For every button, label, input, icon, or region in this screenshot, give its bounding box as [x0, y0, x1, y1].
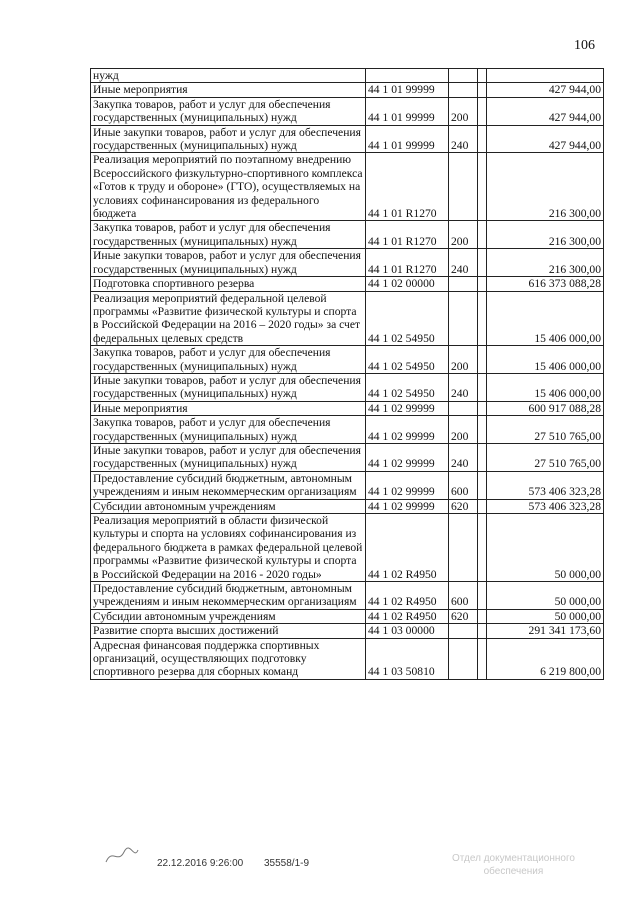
row-expense-type: 620 [449, 499, 478, 513]
row-spacer [478, 638, 487, 679]
row-expense-type: 600 [449, 471, 478, 499]
row-amount: 573 406 323,28 [487, 471, 604, 499]
row-name: Иные закупки товаров, работ и услуг для обеспечения государственных (муниципальных) нужд [91, 373, 366, 401]
footer-date: 22.12.2016 9:26:00 [157, 858, 244, 869]
row-spacer [478, 346, 487, 374]
row-name: Субсидии автономным учреждениям [91, 499, 366, 513]
row-expense-type [449, 83, 478, 97]
table-row [91, 416, 604, 444]
row-expense-type [449, 514, 478, 582]
row-name: Предоставление субсидий бюджетным, автономным учреждениям и иным некоммерческим организациям [91, 582, 366, 610]
row-code: 44 1 01 R1270 [366, 249, 449, 277]
table-row [91, 153, 604, 221]
row-spacer [478, 514, 487, 582]
row-spacer [478, 609, 487, 623]
footer-doc-id: 35558/1-9 [263, 858, 310, 869]
row-code: 44 1 01 99999 [366, 125, 449, 153]
table-row [91, 249, 604, 277]
row-amount: 50 000,00 [487, 582, 604, 610]
footer-seal [452, 852, 575, 878]
row-name: Подготовка спортивного резерва [91, 277, 366, 291]
table-row [91, 609, 604, 623]
row-code: 44 1 01 99999 [366, 83, 449, 97]
row-name: Реализация мероприятий федеральной целевой программы «Развитие физической культуры и спорта в Российской Федерации на 2016 – 2020 годы» за счет федеральных целевых средств [91, 291, 366, 346]
row-code: 44 1 01 99999 [366, 97, 449, 125]
row-name: Иные закупки товаров, работ и услуг для обеспечения государственных (муниципальных) нужд [91, 249, 366, 277]
row-expense-type: 240 [449, 443, 478, 471]
row-expense-type [449, 153, 478, 221]
row-code: 44 1 02 54950 [366, 346, 449, 374]
row-spacer [478, 153, 487, 221]
row-spacer [478, 471, 487, 499]
table-row [91, 125, 604, 153]
row-expense-type [449, 69, 478, 83]
row-spacer [478, 97, 487, 125]
row-expense-type: 200 [449, 416, 478, 444]
row-amount: 427 944,00 [487, 125, 604, 153]
budget-table-body [91, 69, 604, 680]
table-row [91, 471, 604, 499]
row-spacer [478, 416, 487, 444]
table-row [91, 83, 604, 97]
row-amount: 600 917 088,28 [487, 401, 604, 415]
row-name: Закупка товаров, работ и услуг для обеспечения государственных (муниципальных) нужд [91, 416, 366, 444]
row-amount: 27 510 765,00 [487, 443, 604, 471]
row-name: Реализация мероприятий по поэтапному внедрению Всероссийского физкультурно-спортивного комплекса «Готов к труду и обороне» (ГТО), осуществляемых на условиях софинансирования из федерального бюджета [91, 153, 366, 221]
table-row [91, 638, 604, 679]
row-spacer [478, 443, 487, 471]
row-amount: 427 944,00 [487, 97, 604, 125]
table-row [91, 373, 604, 401]
row-code: 44 1 03 50810 [366, 638, 449, 679]
row-amount: 15 406 000,00 [487, 373, 604, 401]
seal-line-1: Отдел документационного [452, 853, 575, 864]
row-amount: 216 300,00 [487, 221, 604, 249]
row-amount: 291 341 173,60 [487, 624, 604, 638]
row-amount: 15 406 000,00 [487, 346, 604, 374]
row-expense-type: 200 [449, 346, 478, 374]
row-expense-type [449, 638, 478, 679]
row-name: Иные закупки товаров, работ и услуг для обеспечения государственных (муниципальных) нужд [91, 125, 366, 153]
table-row [91, 401, 604, 415]
row-code: 44 1 02 99999 [366, 471, 449, 499]
row-amount: 216 300,00 [487, 153, 604, 221]
table-row [91, 97, 604, 125]
row-expense-type: 240 [449, 125, 478, 153]
row-name: Иные мероприятия [91, 401, 366, 415]
row-amount: 616 373 088,28 [487, 277, 604, 291]
row-spacer [478, 221, 487, 249]
row-code: 44 1 02 R4950 [366, 582, 449, 610]
row-spacer [478, 69, 487, 83]
row-name: Предоставление субсидий бюджетным, автономным учреждениям и иным некоммерческим организациям [91, 471, 366, 499]
row-spacer [478, 401, 487, 415]
row-code: 44 1 02 99999 [366, 401, 449, 415]
seal-line-2: обеспечения [483, 866, 544, 877]
row-code: 44 1 02 R4950 [366, 609, 449, 623]
table-row [91, 69, 604, 83]
row-expense-type [449, 277, 478, 291]
budget-table [90, 68, 604, 680]
row-name: Иные мероприятия [91, 83, 366, 97]
row-spacer [478, 83, 487, 97]
row-amount: 50 000,00 [487, 609, 604, 623]
row-expense-type: 200 [449, 97, 478, 125]
row-expense-type [449, 624, 478, 638]
row-name: Адресная финансовая поддержка спортивных организаций, осуществляющих подготовку спортивного резерва для сборных команд [91, 638, 366, 679]
table-row [91, 514, 604, 582]
row-expense-type: 240 [449, 373, 478, 401]
row-code: 44 1 02 99999 [366, 499, 449, 513]
row-code: 44 1 02 54950 [366, 291, 449, 346]
row-expense-type: 620 [449, 609, 478, 623]
row-code: 44 1 01 R1270 [366, 221, 449, 249]
row-amount: 6 219 800,00 [487, 638, 604, 679]
row-name: Реализация мероприятий в области физической культуры и спорта на условиях софинансирования из федерального бюджета в рамках федеральной целевой программы «Развитие физической культуры и спорта в Российской Федерации на 2016 - 2020 годы» [91, 514, 366, 582]
row-spacer [478, 291, 487, 346]
row-spacer [478, 373, 487, 401]
table-row [91, 624, 604, 638]
row-code: 44 1 02 00000 [366, 277, 449, 291]
row-spacer [478, 125, 487, 153]
row-name: Закупка товаров, работ и услуг для обеспечения государственных (муниципальных) нужд [91, 97, 366, 125]
row-expense-type [449, 401, 478, 415]
row-name: Развитие спорта высших достижений [91, 624, 366, 638]
row-code: 44 1 02 54950 [366, 373, 449, 401]
page-number: 106 [574, 38, 595, 53]
row-amount: 216 300,00 [487, 249, 604, 277]
row-expense-type: 200 [449, 221, 478, 249]
row-code: 44 1 02 99999 [366, 443, 449, 471]
row-expense-type: 240 [449, 249, 478, 277]
row-amount: 573 406 323,28 [487, 499, 604, 513]
table-row [91, 277, 604, 291]
table-row [91, 582, 604, 610]
table-row [91, 221, 604, 249]
row-amount: 50 000,00 [487, 514, 604, 582]
row-expense-type: 600 [449, 582, 478, 610]
row-code: 44 1 03 00000 [366, 624, 449, 638]
table-row [91, 443, 604, 471]
row-spacer [478, 624, 487, 638]
table-row [91, 346, 604, 374]
row-amount: 427 944,00 [487, 83, 604, 97]
row-spacer [478, 499, 487, 513]
row-expense-type [449, 291, 478, 346]
row-name: Закупка товаров, работ и услуг для обеспечения государственных (муниципальных) нужд [91, 346, 366, 374]
row-spacer [478, 249, 487, 277]
row-spacer [478, 277, 487, 291]
row-name: Иные закупки товаров, работ и услуг для обеспечения государственных (муниципальных) нужд [91, 443, 366, 471]
table-row [91, 291, 604, 346]
row-amount: 27 510 765,00 [487, 416, 604, 444]
row-name: Субсидии автономным учреждениям [91, 609, 366, 623]
row-amount [487, 69, 604, 83]
row-code: 44 1 02 99999 [366, 416, 449, 444]
signature-mark [102, 842, 142, 868]
footer-stamp [157, 858, 327, 869]
row-code: 44 1 01 R1270 [366, 153, 449, 221]
row-name: Закупка товаров, работ и услуг для обеспечения государственных (муниципальных) нужд [91, 221, 366, 249]
row-name: нужд [91, 69, 366, 83]
row-spacer [478, 582, 487, 610]
row-code: 44 1 02 R4950 [366, 514, 449, 582]
row-code [366, 69, 449, 83]
table-row [91, 499, 604, 513]
row-amount: 15 406 000,00 [487, 291, 604, 346]
